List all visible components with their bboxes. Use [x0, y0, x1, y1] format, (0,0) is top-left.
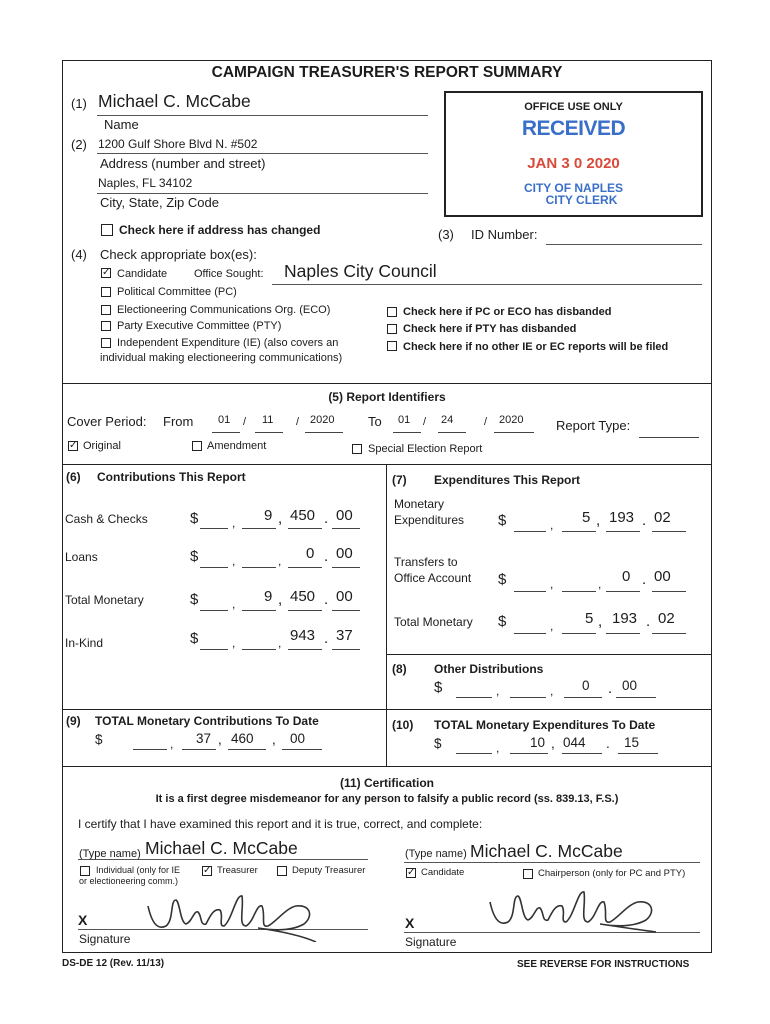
type-name-label-left: (Type name)	[79, 848, 141, 860]
loans-comma-2: ,	[278, 554, 282, 568]
no-other-checkbox[interactable]	[387, 341, 397, 351]
stamp-city: CITY OF NAPLES	[523, 181, 624, 195]
office-sought-label: Office Sought:	[194, 268, 264, 280]
in-kind-line-3	[288, 649, 322, 650]
loans-line-1	[200, 567, 228, 568]
eco-checkbox[interactable]	[101, 305, 111, 315]
name-underline	[97, 115, 428, 116]
divider-other-distributions	[386, 654, 712, 655]
in-kind-cents: 37	[336, 627, 353, 644]
mon-exp-line-4	[652, 531, 686, 532]
in-kind-line-1	[200, 649, 228, 650]
to-day: 24	[441, 414, 454, 426]
type-name-line-right	[404, 862, 700, 863]
tot-exp-hundreds: 193	[612, 610, 638, 627]
total-contrib-comma-2: ,	[278, 591, 283, 608]
in-kind-line-2	[242, 649, 276, 650]
mon-exp-comma-2: ,	[596, 512, 601, 529]
individual-label-1: Individual (only for IE	[96, 865, 181, 875]
total-expenditures-title: TOTAL Monetary Expenditures To Date	[434, 718, 656, 732]
loans-dollar: $	[190, 548, 199, 565]
candidate-signature	[484, 884, 674, 934]
from-year: 2020	[310, 414, 335, 426]
candidate-cert-checkbox[interactable]: ✓	[407, 867, 416, 878]
from-slash-1: /	[243, 416, 247, 428]
total-contrib-cents: 00	[336, 588, 353, 605]
total-contrib-line-2	[242, 610, 276, 611]
divider-contributions	[62, 464, 712, 465]
stamp-received: RECEIVED	[521, 117, 626, 140]
mon-exp-comma-1: ,	[550, 518, 554, 532]
id-number-label: ID Number:	[471, 227, 538, 242]
other-dist-dot: .	[608, 680, 613, 697]
to-slash-2: /	[484, 416, 488, 428]
in-kind-dot: .	[324, 630, 329, 647]
transfers-hundreds: 0	[622, 568, 631, 585]
tot-exp-line-2	[562, 633, 596, 634]
total-contrib-hundreds: 450	[290, 588, 316, 605]
to-month-line	[393, 432, 421, 433]
address-changed-checkbox[interactable]	[101, 224, 113, 236]
to-slash-1: /	[423, 416, 427, 428]
item2-number: (2)	[71, 137, 87, 152]
cash-line-1	[200, 528, 228, 529]
item3-number: (3)	[438, 227, 454, 242]
stamp-date: JAN 3 0 2020	[527, 155, 620, 172]
other-dist-comma-1: ,	[496, 684, 500, 698]
total-contrib-date-thousands: 37	[196, 731, 212, 746]
address-underline	[97, 153, 428, 154]
ie-checkbox[interactable]	[101, 338, 111, 348]
to-year: 2020	[499, 414, 524, 426]
from-slash-2: /	[296, 416, 300, 428]
pc-checkbox[interactable]	[101, 287, 111, 297]
disband-pc-label: Check here if PC or ECO has disbanded	[403, 306, 612, 318]
tot-exp-line-3	[606, 633, 640, 634]
individual-label-2: or electioneering comm.)	[79, 876, 179, 886]
address-value: 1200 Gulf Shore Blvd N. #502	[98, 137, 258, 151]
from-day-line	[255, 432, 283, 433]
signature-label-right: Signature	[405, 935, 457, 949]
tot-exp-dollar: $	[498, 613, 507, 630]
cash-line-3	[288, 528, 322, 529]
total-exp-date-line-2	[510, 753, 548, 754]
candidate-label: Candidate	[117, 268, 168, 280]
report-type-label: Report Type:	[556, 418, 631, 433]
other-dist-line-2	[510, 697, 546, 698]
transfers-comma-1: ,	[550, 577, 554, 591]
loans-label: Loans	[65, 550, 98, 564]
certification-title: (11) Certification	[339, 776, 435, 790]
to-year-line	[494, 432, 534, 433]
tot-exp-dot: .	[646, 613, 651, 630]
in-kind-line-4	[332, 649, 360, 650]
total-contrib-date-hundreds: 460	[231, 731, 254, 746]
loans-line-3	[288, 567, 322, 568]
signature-label-left: Signature	[79, 932, 131, 946]
total-monetary-label: Total Monetary	[65, 593, 144, 607]
in-kind-hundreds: 943	[290, 627, 316, 644]
city-underline	[97, 193, 428, 194]
total-contrib-date-dollar: $	[95, 732, 103, 747]
amendment-checkbox[interactable]	[192, 441, 202, 451]
mon-exp-dollar: $	[498, 512, 507, 529]
total-contrib-date-line-4	[282, 749, 322, 750]
total-contrib-dot: .	[324, 591, 329, 608]
stamp-clerk: CITY CLERK	[545, 193, 618, 207]
transfers-line-2	[562, 591, 596, 592]
total-contrib-date-comma-2: ,	[218, 732, 222, 747]
office-use-title: OFFICE USE ONLY	[524, 101, 623, 113]
tot-exp-thousands: 5	[585, 610, 594, 627]
city-value: Naples, FL 34102	[98, 176, 193, 190]
special-election-label: Special Election Report	[368, 443, 483, 455]
individual-checkbox[interactable]	[80, 866, 90, 876]
total-contrib-line-3	[288, 610, 322, 611]
candidate-name: Michael C. McCabe	[470, 841, 623, 861]
cash-thousands: 9	[264, 507, 273, 524]
cash-cents: 00	[336, 507, 353, 524]
tot-exp-line-1	[514, 633, 546, 634]
original-checkbox[interactable]: ✓	[69, 440, 78, 451]
transfers-cents: 00	[654, 568, 671, 585]
original-label: Original	[83, 440, 121, 452]
see-reverse: SEE REVERSE FOR INSTRUCTIONS	[517, 959, 690, 970]
other-dist-dollar: $	[434, 679, 443, 696]
form-number: DS-DE 12 (Rev. 11/13)	[62, 958, 165, 969]
transfers-dollar: $	[498, 571, 507, 588]
type-name-line-left	[78, 859, 368, 860]
item7-number: (7)	[392, 473, 407, 487]
total-exp-date-line-3	[562, 753, 602, 754]
pty-checkbox[interactable]	[101, 321, 111, 331]
tot-exp-comma-2: ,	[598, 613, 603, 630]
total-contrib-date-line-2	[182, 749, 216, 750]
report-identifiers-title: (5) Report Identifiers	[328, 390, 446, 404]
ie-label-line2: individual making electioneering communications)	[100, 352, 343, 364]
monetary-exp-label-2: Expenditures	[394, 513, 465, 527]
tot-exp-cents: 02	[658, 610, 675, 627]
eco-label: Electioneering Communications Org. (ECO)	[117, 304, 331, 316]
item8-number: (8)	[392, 662, 407, 676]
total-monetary-exp-label: Total Monetary	[394, 615, 473, 629]
pty-label: Party Executive Committee (PTY)	[117, 320, 282, 332]
signature-x-right: X	[405, 915, 415, 931]
to-month: 01	[398, 414, 411, 426]
mon-exp-dot: .	[642, 512, 647, 529]
cash-checks-label: Cash & Checks	[65, 512, 148, 526]
office-sought-line	[272, 284, 702, 285]
in-kind-comma-1: ,	[232, 636, 236, 650]
total-exp-date-cents: 15	[624, 735, 640, 750]
mon-exp-line-2	[562, 531, 596, 532]
tot-exp-comma-1: ,	[550, 619, 554, 633]
total-exp-date-thousands: 10	[530, 735, 546, 750]
divider-totals	[62, 709, 712, 710]
disband-pty-label: Check here if PTY has disbanded	[403, 323, 577, 335]
loans-line-2	[242, 567, 276, 568]
transfers-line-3	[606, 591, 640, 592]
loans-line-4	[332, 567, 360, 568]
divider-report-identifiers	[62, 383, 712, 384]
cash-line-4	[332, 528, 360, 529]
candidate-cert-label: Candidate	[421, 867, 465, 878]
in-kind-label: In-Kind	[65, 636, 104, 650]
misdemeanor-warning: It is a first degree misdemeanor for any person to falsify a public record (ss. 839.13, F.S.)	[155, 793, 619, 805]
item1-number: (1)	[71, 96, 87, 111]
transfers-label-1: Transfers to	[394, 555, 458, 569]
address-label: Address (number and street)	[100, 156, 266, 171]
treasurer-label: Treasurer	[217, 865, 258, 876]
tot-exp-line-4	[652, 633, 686, 634]
deputy-treasurer-checkbox[interactable]	[277, 866, 287, 876]
special-election-checkbox[interactable]	[352, 444, 362, 454]
chairperson-label: Chairperson (only for PC and PTY)	[538, 868, 686, 879]
name-label: Name	[104, 117, 139, 132]
from-label: From	[163, 414, 194, 429]
total-contrib-date-comma-1: ,	[170, 737, 174, 751]
from-day: 11	[262, 414, 274, 426]
chairperson-checkbox[interactable]	[523, 869, 533, 879]
total-exp-date-line-4	[618, 753, 658, 754]
item10-number: (10)	[392, 718, 414, 732]
from-month-line	[212, 432, 240, 433]
id-number-line[interactable]	[546, 244, 702, 245]
transfers-dot: .	[642, 571, 647, 588]
loans-comma-1: ,	[232, 554, 236, 568]
item6-number: (6)	[66, 470, 81, 484]
treasurer-signature	[140, 886, 340, 942]
other-distributions-title: Other Distributions	[434, 662, 544, 676]
total-contrib-date-line-3	[228, 749, 266, 750]
total-contrib-dollar: $	[190, 591, 199, 608]
monetary-exp-label-1: Monetary	[394, 497, 445, 511]
total-exp-date-dot: .	[606, 736, 610, 751]
total-exp-date-line-1	[456, 753, 492, 754]
to-day-line	[438, 432, 466, 433]
address-changed-label: Check here if address has changed	[119, 223, 321, 237]
expenditures-title: Expenditures This Report	[434, 473, 581, 487]
certify-statement: I certify that I have examined this report and it is true, correct, and complete:	[78, 817, 483, 831]
cover-period-label: Cover Period:	[67, 414, 147, 429]
disband-pty-checkbox[interactable]	[387, 324, 397, 334]
total-exp-date-dollar: $	[434, 736, 442, 751]
no-other-label: Check here if no other IE or EC reports will be filed	[403, 341, 669, 353]
total-exp-date-comma-1: ,	[496, 741, 500, 755]
other-dist-hundreds: 0	[582, 678, 590, 693]
candidate-checkbox[interactable]: ✓	[102, 267, 111, 278]
other-dist-line-1	[456, 697, 492, 698]
loans-dot: .	[324, 548, 329, 565]
mon-exp-cents: 02	[654, 509, 671, 526]
in-kind-dollar: $	[190, 630, 199, 647]
total-contrib-thousands: 9	[264, 588, 273, 605]
total-contributions-title: TOTAL Monetary Contributions To Date	[95, 714, 319, 728]
signature-x-left: X	[78, 912, 88, 928]
total-contrib-line-1	[200, 610, 228, 611]
item4-number: (4)	[71, 247, 87, 262]
transfers-label-2: Office Account	[394, 571, 472, 585]
item9-number: (9)	[66, 714, 81, 728]
deputy-treasurer-label: Deputy Treasurer	[292, 865, 366, 876]
ie-label-line1: Independent Expenditure (IE) (also covers an	[117, 337, 339, 349]
other-dist-comma-2: ,	[550, 684, 554, 698]
cash-hundreds: 450	[290, 507, 316, 524]
treasurer-name: Michael C. McCabe	[145, 838, 298, 858]
pc-label: Political Committee (PC)	[117, 286, 237, 298]
total-contrib-date-cents: 00	[290, 731, 306, 746]
cash-comma-1: ,	[232, 516, 236, 530]
amendment-label: Amendment	[207, 440, 267, 452]
office-sought-value: Naples City Council	[284, 261, 437, 281]
form-title: CAMPAIGN TREASURER'S REPORT SUMMARY	[211, 64, 563, 81]
report-type-line[interactable]	[639, 437, 699, 438]
disband-pc-checkbox[interactable]	[387, 307, 397, 317]
cash-comma-2: ,	[278, 510, 283, 527]
in-kind-comma-2: ,	[278, 636, 282, 650]
divider-certification	[62, 766, 712, 767]
to-label: To	[368, 414, 382, 429]
mon-exp-thousands: 5	[582, 509, 591, 526]
check-boxes-label: Check appropriate box(es):	[100, 247, 257, 262]
transfers-line-1	[514, 591, 546, 592]
divider-vertical	[386, 464, 387, 766]
cash-line-2	[242, 528, 276, 529]
other-dist-line-3	[564, 697, 602, 698]
cash-dollar: $	[190, 510, 199, 527]
contributions-title: Contributions This Report	[97, 470, 246, 484]
total-contrib-date-comma-3: ,	[272, 732, 276, 747]
other-dist-cents: 00	[622, 678, 638, 693]
from-year-line	[305, 432, 343, 433]
name-value: Michael C. McCabe	[98, 91, 251, 111]
loans-cents: 00	[336, 545, 353, 562]
total-contrib-comma-1: ,	[232, 597, 236, 611]
transfers-comma-2: ,	[598, 577, 602, 591]
total-exp-date-hundreds: 044	[563, 735, 586, 750]
mon-exp-hundreds: 193	[609, 509, 635, 526]
treasurer-checkbox[interactable]: ✓	[203, 865, 212, 876]
type-name-label-right: (Type name)	[405, 848, 467, 860]
cash-dot: .	[324, 510, 329, 527]
total-exp-date-comma-2: ,	[551, 736, 555, 751]
transfers-line-4	[652, 591, 686, 592]
loans-hundreds: 0	[306, 545, 315, 562]
total-contrib-date-line-1	[133, 749, 167, 750]
from-month: 01	[218, 414, 231, 426]
total-contrib-line-4	[332, 610, 360, 611]
city-label: City, State, Zip Code	[100, 195, 219, 210]
other-dist-line-4	[616, 697, 656, 698]
mon-exp-line-3	[606, 531, 640, 532]
mon-exp-line-1	[514, 531, 546, 532]
